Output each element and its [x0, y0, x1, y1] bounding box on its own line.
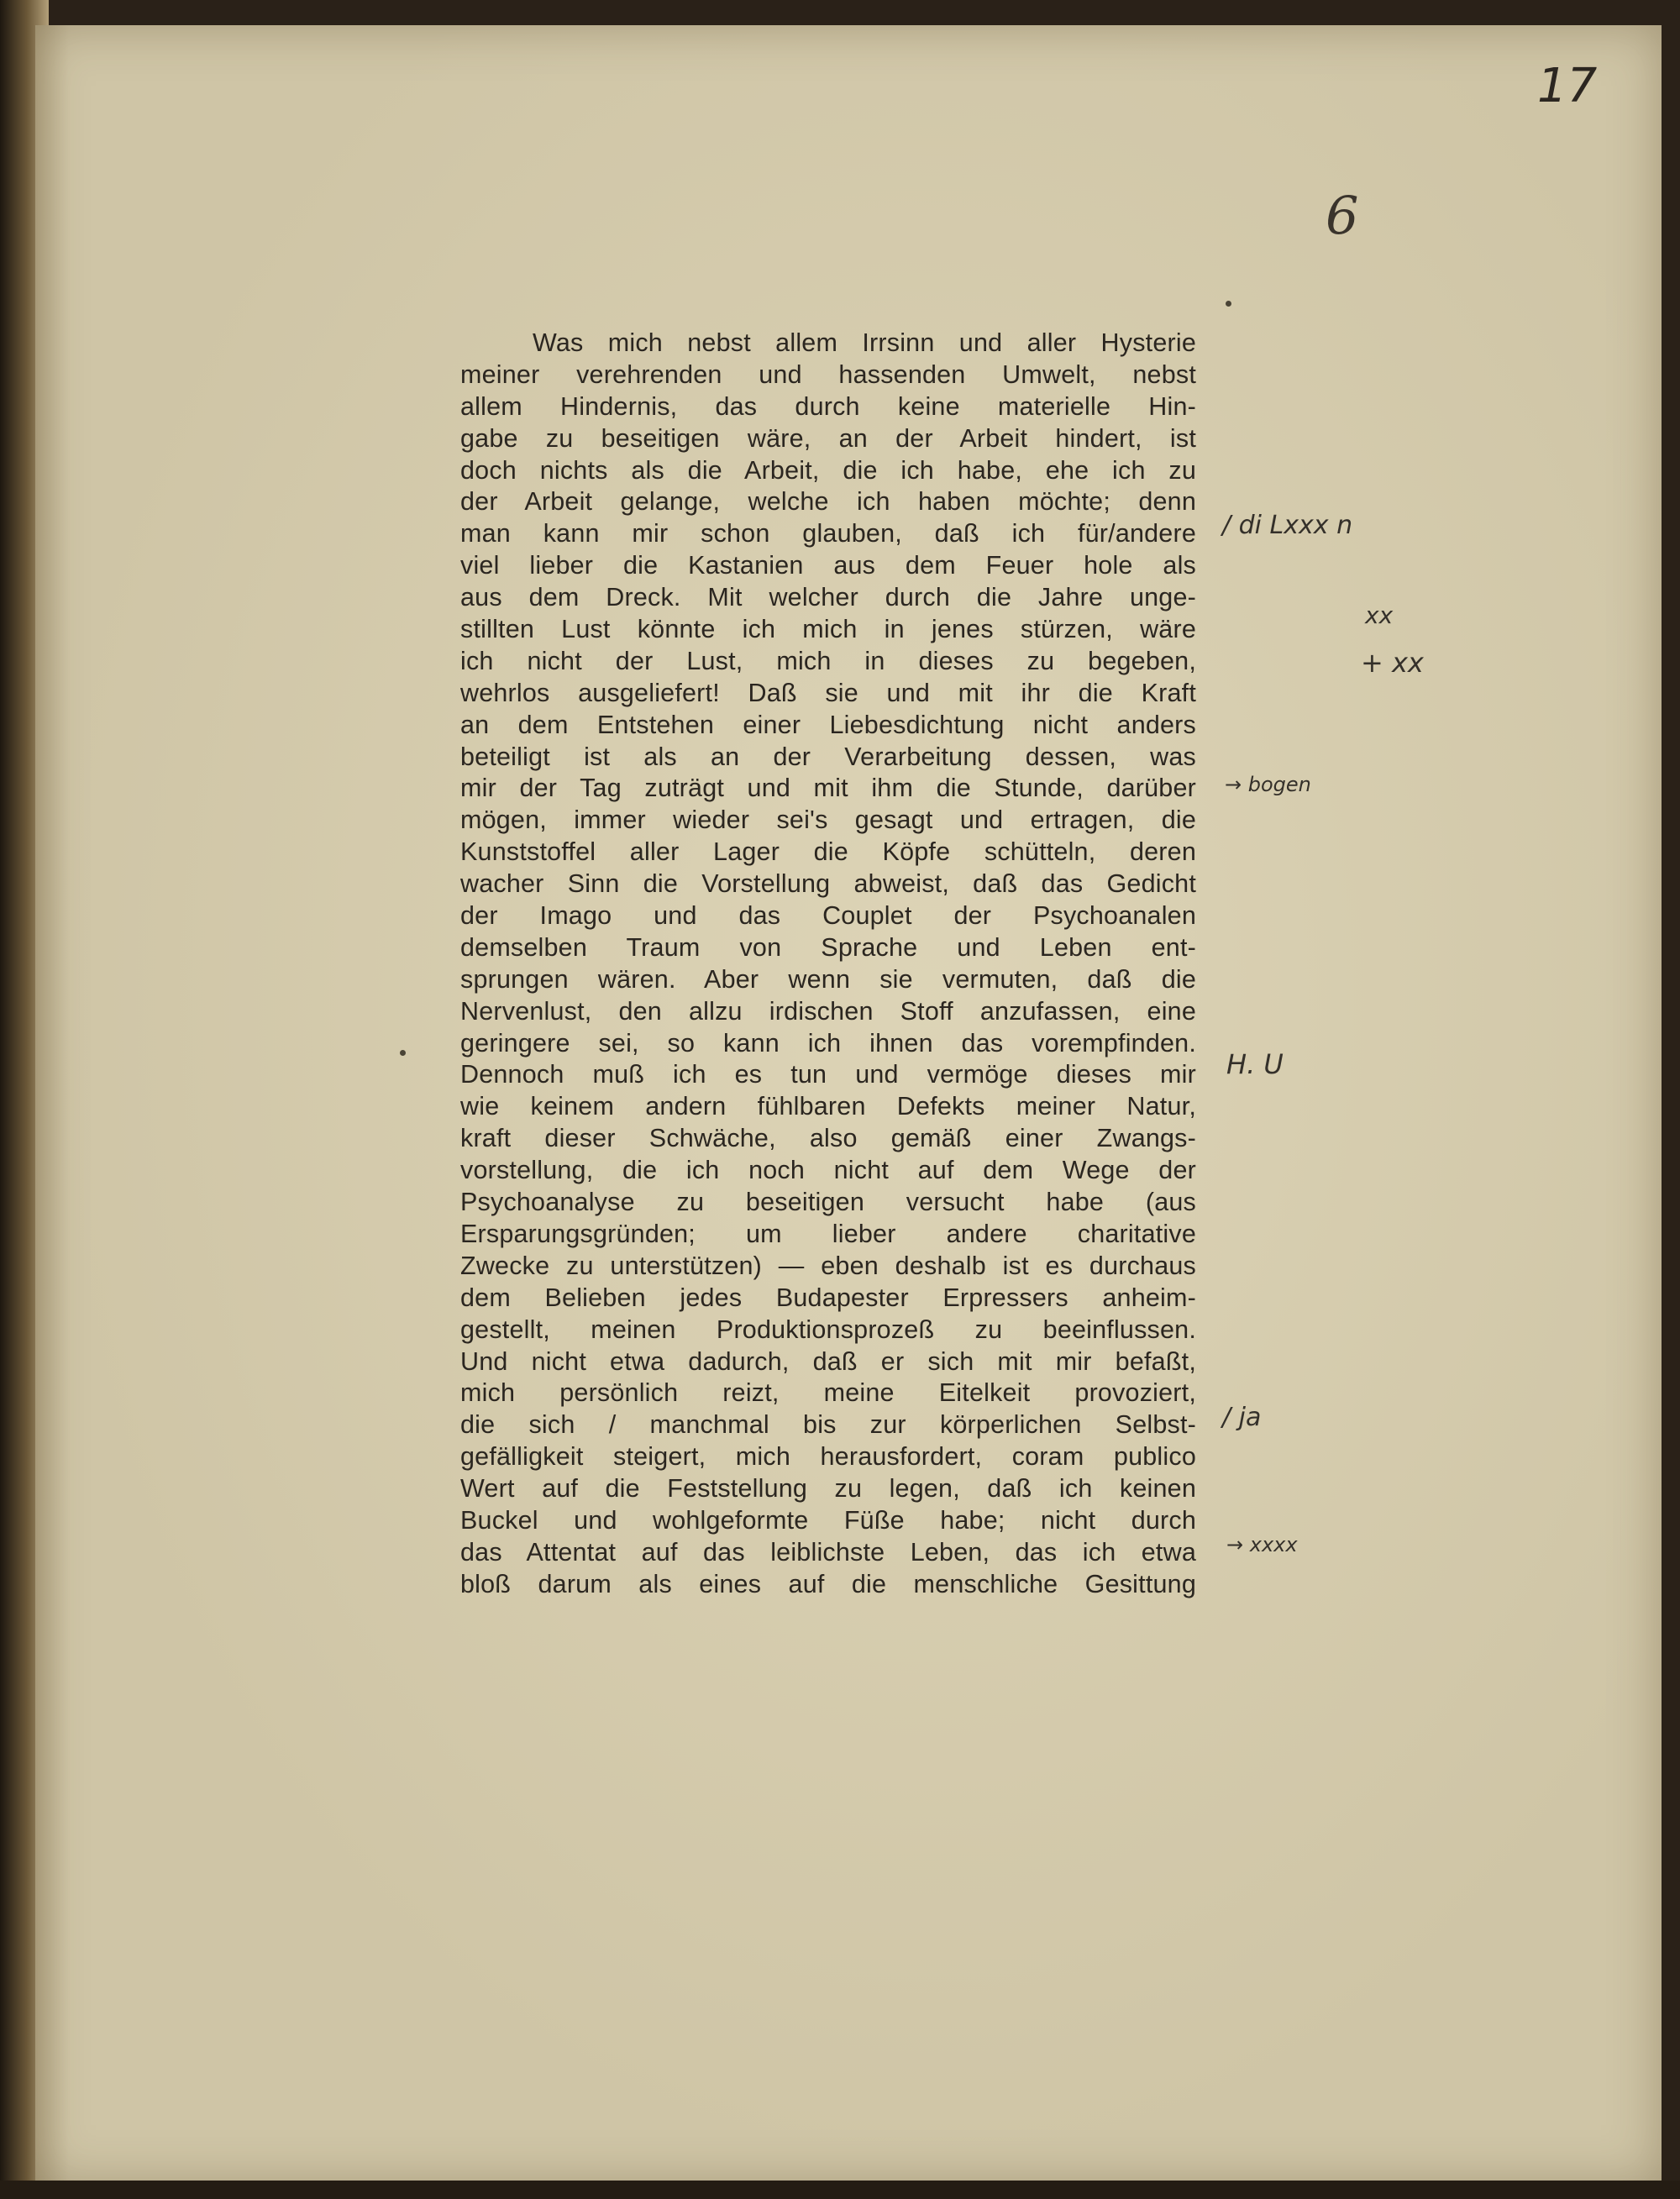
- text-line: aus dem Dreck. Mit welcher durch die Jahre unge-: [460, 583, 1196, 612]
- text-line: mögen, immer wieder sei's gesagt und ertragen, die: [460, 806, 1196, 835]
- page-number: 17: [1537, 59, 1598, 113]
- margin-note: → xxxx: [1226, 1533, 1298, 1556]
- text-line: die sich / manchmal bis zur körperlichen Selbst-: [460, 1410, 1196, 1440]
- text-line: Psychoanalyse zu beseitigen versucht habe (aus: [460, 1188, 1196, 1217]
- text-line: Dennoch muß ich es tun und vermöge dieses mir: [460, 1060, 1196, 1089]
- text-line: kraft dieser Schwäche, also gemäß einer Zwangs-: [460, 1124, 1196, 1153]
- text-line: dem Belieben jedes Budapester Erpressers anheim-: [460, 1283, 1196, 1312]
- text-line: der Arbeit gelange, welche ich haben möchte; denn: [460, 487, 1196, 517]
- margin-note: + xx: [1361, 647, 1424, 679]
- ink-dot: [1226, 301, 1231, 307]
- text-line: viel lieber die Kastanien aus dem Feuer hole als: [460, 551, 1196, 580]
- text-line: sprungen wären. Aber wenn sie vermuten, daß die: [460, 964, 1196, 994]
- text-line: doch nichts als die Arbeit, die ich habe, ehe ich zu: [460, 455, 1196, 485]
- margin-note: / ja: [1222, 1403, 1262, 1432]
- text-line: Wert auf die Feststellung zu legen, daß ich keinen: [460, 1474, 1196, 1504]
- text-line: allem Hindernis, das durch keine materielle Hin-: [460, 391, 1196, 421]
- text-line: beteiligt ist als an der Verarbeitung dessen, was: [460, 742, 1196, 771]
- text-line: Was mich nebst allem Irrsinn und aller Hysterie: [533, 328, 1196, 357]
- text-line: man kann mir schon glauben, daß ich für/andere: [460, 519, 1196, 548]
- text-line: wie keinem andern fühlbaren Defekts meiner Natur,: [460, 1092, 1196, 1121]
- text-line: Nervenlust, den allzu irdischen Stoff anzufassen, eine: [460, 996, 1196, 1026]
- margin-note: xx: [1365, 601, 1394, 629]
- text-line: Zwecke zu unterstützen) — eben deshalb ist es durchaus: [460, 1251, 1196, 1280]
- body-paragraph: [460, 328, 1196, 1601]
- section-mark: 6: [1326, 185, 1359, 246]
- margin-note: H. U: [1226, 1048, 1284, 1080]
- text-line: gefälligkeit steigert, mich herausfordert, coram publico: [460, 1442, 1196, 1472]
- text-line: an dem Entstehen einer Liebesdichtung nicht anders: [460, 710, 1196, 739]
- text-line: gabe zu beseitigen wäre, an der Arbeit hindert, ist: [460, 423, 1196, 453]
- ink-dot: [400, 1050, 406, 1056]
- text-line: wehrlos ausgeliefert! Daß sie und mit ihr die Kraft: [460, 678, 1196, 707]
- text-line: geringere sei, so kann ich ihnen das vorempfinden.: [460, 1028, 1196, 1058]
- text-line: Und nicht etwa dadurch, daß er sich mit mir befaßt,: [460, 1346, 1196, 1376]
- margin-note: / di Lxxx n: [1222, 511, 1353, 540]
- text-line: ich nicht der Lust, mich in dieses zu begeben,: [460, 646, 1196, 675]
- text-line: Ersparungsgründen; um lieber andere charitative: [460, 1219, 1196, 1248]
- text-line: stillten Lust könnte ich mich in jenes stürzen, wäre: [460, 615, 1196, 644]
- text-line: mir der Tag zuträgt und mit ihm die Stunde, darüber: [460, 774, 1196, 803]
- text-line: Kunststoffel aller Lager die Köpfe schütteln, deren: [460, 837, 1196, 867]
- text-line: mich persönlich reizt, meine Eitelkeit provoziert,: [460, 1378, 1196, 1408]
- scan-bottom-edge: [0, 2181, 1680, 2199]
- text-line: demselben Traum von Sprache und Leben ent-: [460, 932, 1196, 962]
- text-line: Buckel und wohlgeformte Füße habe; nicht durch: [460, 1505, 1196, 1535]
- text-line: meiner verehrenden und hassenden Umwelt, nebst: [460, 360, 1196, 389]
- text-line: das Attentat auf das leiblichste Leben, das ich etwa: [460, 1537, 1196, 1567]
- text-line: gestellt, meinen Produktionsprozeß zu beeinflussen.: [460, 1315, 1196, 1344]
- text-line: bloß darum als eines auf die menschliche Gesittung: [460, 1569, 1196, 1598]
- margin-note: → bogen: [1225, 773, 1311, 796]
- text-line: der Imago und das Couplet der Psychoanalen: [460, 901, 1196, 931]
- text-line: wacher Sinn die Vorstellung abweist, daß das Gedicht: [460, 869, 1196, 899]
- text-line: vorstellung, die ich noch nicht auf dem Wege der: [460, 1156, 1196, 1185]
